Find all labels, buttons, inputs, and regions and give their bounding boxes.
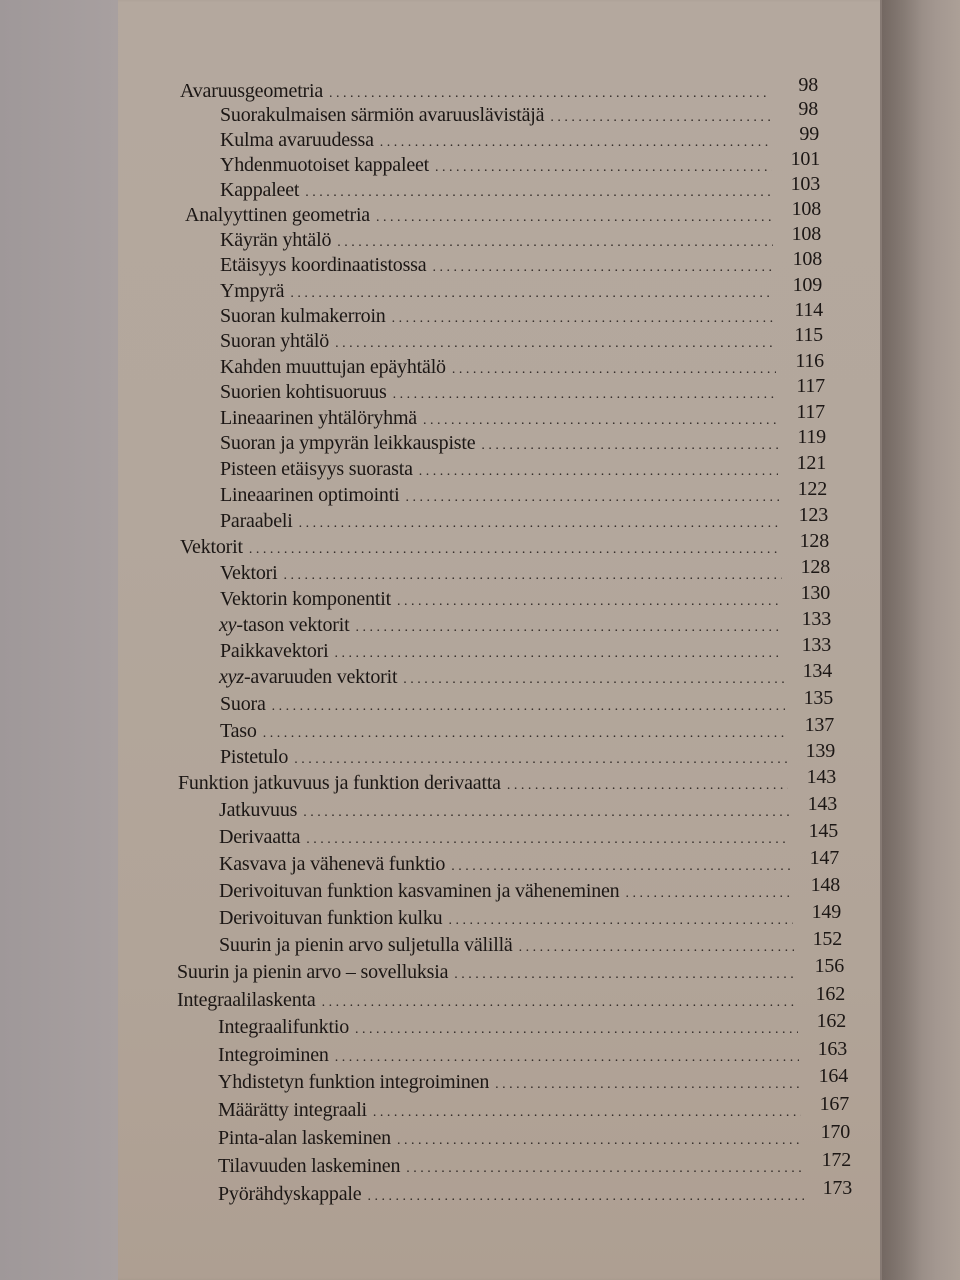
dot-leader <box>329 86 770 102</box>
toc-entry <box>219 928 842 960</box>
page-number: 145 <box>808 820 838 842</box>
page-number: 164 <box>818 1065 848 1087</box>
page-number: 134 <box>802 660 832 682</box>
entry-title: Kahden muuttujan epäyhtälö <box>220 356 446 378</box>
page-number: 130 <box>800 582 830 604</box>
entry-title: Etäisyys koordinaatistossa <box>220 254 427 276</box>
dot-leader <box>403 672 784 688</box>
page-number: 139 <box>805 740 835 762</box>
entry-title: Pyörähdyskappale <box>218 1183 362 1205</box>
toc-entry <box>220 248 822 280</box>
dot-leader <box>452 362 776 378</box>
entry-title <box>219 614 355 637</box>
italic-variable: xy <box>219 614 237 636</box>
entry-title: Käyrän yhtälö <box>220 229 332 251</box>
toc-entry <box>220 401 825 433</box>
entry-title: Yhdistetyn funktion integroiminen <box>218 1071 490 1093</box>
page-number: 98 <box>798 74 818 96</box>
dot-leader <box>299 516 780 532</box>
entry-title: Vektorit <box>180 536 243 558</box>
toc-entry <box>218 1065 848 1097</box>
dot-leader <box>355 620 783 636</box>
dot-leader <box>454 967 796 983</box>
toc-entry <box>180 74 818 106</box>
page-number: 101 <box>790 148 820 170</box>
entry-title: Pisteen etäisyys suorasta <box>220 458 413 480</box>
toc-entry <box>219 901 841 933</box>
toc-entry <box>220 98 818 130</box>
dot-leader <box>519 940 794 956</box>
dot-leader <box>507 778 788 794</box>
dot-leader <box>380 135 771 151</box>
entry-title: Kasvava ja vähenevä funktio <box>219 853 446 875</box>
entry-title: Taso <box>220 720 257 742</box>
dot-leader <box>272 699 785 715</box>
page-number: 98 <box>798 98 818 120</box>
toc-entry <box>219 793 837 825</box>
toc-entry <box>220 504 828 536</box>
dot-leader <box>451 859 791 875</box>
entry-title: Kulma avaruudessa <box>220 129 374 151</box>
entry-title: Suoran yhtälö <box>220 330 330 352</box>
dot-leader <box>419 464 778 480</box>
entry-title: Suoran ja ympyrän leikkauspiste <box>220 432 476 454</box>
toc-entry <box>220 426 826 458</box>
toc-entry <box>218 1121 850 1153</box>
entry-title: Määrätty integraali <box>218 1099 367 1121</box>
toc-entry <box>218 1177 852 1209</box>
entry-title: Tilavuuden laskeminen <box>218 1155 401 1177</box>
dot-leader <box>367 1189 804 1205</box>
page-number: 133 <box>801 634 831 656</box>
dot-leader <box>337 235 773 251</box>
entry-title: Vektori <box>220 562 278 584</box>
toc-entry <box>220 299 823 331</box>
entry-title: Lineaarinen optimointi <box>220 484 400 506</box>
page-number: 116 <box>795 350 824 372</box>
entry-title: Vektorin komponentit <box>220 588 391 610</box>
page-number: 170 <box>820 1121 850 1143</box>
page-number: 162 <box>815 983 845 1005</box>
toc-entry <box>220 173 820 205</box>
toc-entry <box>180 530 829 562</box>
entry-title: Suurin ja pienin arvo – sovelluksia <box>177 961 449 983</box>
dot-leader <box>290 286 774 302</box>
dot-leader <box>406 1161 803 1177</box>
toc-entry <box>220 556 830 588</box>
entry-title: Avaruusgeometria <box>180 80 324 102</box>
page-number: 114 <box>794 299 823 321</box>
entry-title: Suoran kulmakerroin <box>220 305 386 327</box>
toc-entry <box>220 223 821 255</box>
toc-entry <box>219 660 832 692</box>
toc-entry <box>220 478 827 510</box>
dot-leader <box>625 886 792 902</box>
dot-leader <box>481 438 778 454</box>
page-number: 99 <box>799 123 819 145</box>
dot-leader <box>393 387 777 403</box>
dot-leader <box>392 311 775 327</box>
toc-entry <box>178 766 836 798</box>
dot-leader <box>435 160 772 176</box>
toc-entry <box>219 847 839 879</box>
entry-title: Derivaatta <box>219 826 301 848</box>
toc-entry <box>219 820 838 852</box>
page-number: 119 <box>797 426 826 448</box>
toc-entry <box>220 634 831 666</box>
dot-leader <box>495 1077 800 1093</box>
entry-title: Analyyttinen geometria <box>185 204 370 226</box>
page-number: 148 <box>810 874 840 896</box>
entry-title: Pinta-alan laskeminen <box>218 1127 391 1149</box>
dot-leader <box>305 185 772 201</box>
entry-title: Suora <box>220 693 266 715</box>
entry-title <box>219 666 403 689</box>
entry-title: Integroiminen <box>218 1044 329 1066</box>
toc-entry <box>185 198 821 230</box>
entry-title: Suorakulmaisen särmiön avaruuslävistäjä <box>220 104 545 126</box>
page-number: 172 <box>821 1149 851 1171</box>
dot-leader <box>405 490 779 506</box>
toc-entry <box>220 324 823 356</box>
entry-title: Derivoituvan funktion kulku <box>219 907 443 929</box>
dot-leader <box>355 1022 798 1038</box>
page-number: 163 <box>817 1038 847 1060</box>
entry-title: Kappaleet <box>220 179 300 201</box>
toc-entry <box>219 608 831 640</box>
page-number: 103 <box>790 173 820 195</box>
toc-entry <box>220 740 835 772</box>
toc-entry <box>220 148 820 180</box>
dot-leader <box>303 805 789 821</box>
toc-entry <box>220 375 825 407</box>
page-number: 133 <box>801 608 831 630</box>
page-number: 109 <box>792 274 822 296</box>
dot-leader <box>376 210 773 226</box>
entry-title: Pistetulo <box>220 746 289 768</box>
dot-leader <box>550 110 770 126</box>
page-number: 143 <box>807 793 837 815</box>
toc-entry <box>220 274 822 306</box>
dot-leader <box>373 1105 801 1121</box>
toc-entry <box>220 714 834 746</box>
page-number: 108 <box>791 223 821 245</box>
page-number: 117 <box>796 375 825 397</box>
page-number: 137 <box>804 714 834 736</box>
page-number: 167 <box>819 1093 849 1115</box>
page-number: 108 <box>792 248 822 270</box>
page-number: 108 <box>791 198 821 220</box>
entry-title-rest: -tason vektorit <box>236 614 350 636</box>
toc-entry <box>220 687 833 719</box>
entry-title: Derivoituvan funktion kasvaminen ja väheneminen <box>219 880 620 902</box>
toc-entry <box>218 1093 849 1125</box>
dot-leader <box>335 336 775 352</box>
toc-entry <box>218 1038 847 1070</box>
entry-title-rest: -avaruuden vektorit <box>243 666 398 688</box>
entry-title: Jatkuvuus <box>219 799 298 821</box>
entry-title: Integraalifunktio <box>218 1016 349 1038</box>
page-number: 147 <box>809 847 839 869</box>
page-number: 117 <box>796 401 825 423</box>
entry-title: Suorien kohtisuoruus <box>220 381 387 403</box>
entry-title: Suurin ja pienin arvo suljetulla välillä <box>219 934 513 956</box>
page-number: 162 <box>816 1010 846 1032</box>
dot-leader <box>322 995 797 1011</box>
dot-leader <box>249 542 781 558</box>
dot-leader <box>306 832 790 848</box>
page-number: 123 <box>798 504 828 526</box>
toc-entry <box>220 350 824 382</box>
dot-leader <box>335 1050 799 1066</box>
entry-title: Paikkavektori <box>220 640 329 662</box>
toc-entry <box>218 1010 846 1042</box>
entry-title: Yhdenmuotoiset kappaleet <box>220 154 430 176</box>
toc-entry <box>220 452 826 484</box>
dot-leader <box>334 646 783 662</box>
toc-entry <box>220 123 819 155</box>
page-number: 135 <box>803 687 833 709</box>
page-number: 121 <box>796 452 826 474</box>
toc-entry <box>218 1149 851 1181</box>
dot-leader <box>263 726 786 742</box>
toc-entry <box>220 582 830 614</box>
page-number: 152 <box>812 928 842 950</box>
dot-leader <box>432 260 774 276</box>
page-number: 143 <box>806 766 836 788</box>
entry-title: Funktion jatkuvuus ja funktion derivaatta <box>178 772 501 794</box>
toc-entry <box>177 955 844 987</box>
entry-title: Lineaarinen yhtälöryhmä <box>220 407 417 429</box>
dot-leader <box>294 752 787 768</box>
page-number: 128 <box>800 556 830 578</box>
dot-leader <box>397 594 782 610</box>
page-number: 122 <box>797 478 827 500</box>
page-number: 128 <box>799 530 829 552</box>
dot-leader <box>448 913 793 929</box>
dot-leader <box>283 568 782 584</box>
toc-entry <box>177 983 845 1015</box>
dot-leader <box>397 1133 802 1149</box>
entry-title: Paraabeli <box>220 510 293 532</box>
dot-leader <box>423 413 777 429</box>
page-number: 115 <box>794 324 823 346</box>
page-number: 149 <box>811 901 841 923</box>
italic-variable: xyz <box>219 666 244 688</box>
page-number: 173 <box>822 1177 852 1199</box>
toc-entry <box>219 874 840 906</box>
entry-title: Ympyrä <box>220 280 285 302</box>
entry-title: Integraalilaskenta <box>177 989 316 1011</box>
page-number: 156 <box>814 955 844 977</box>
